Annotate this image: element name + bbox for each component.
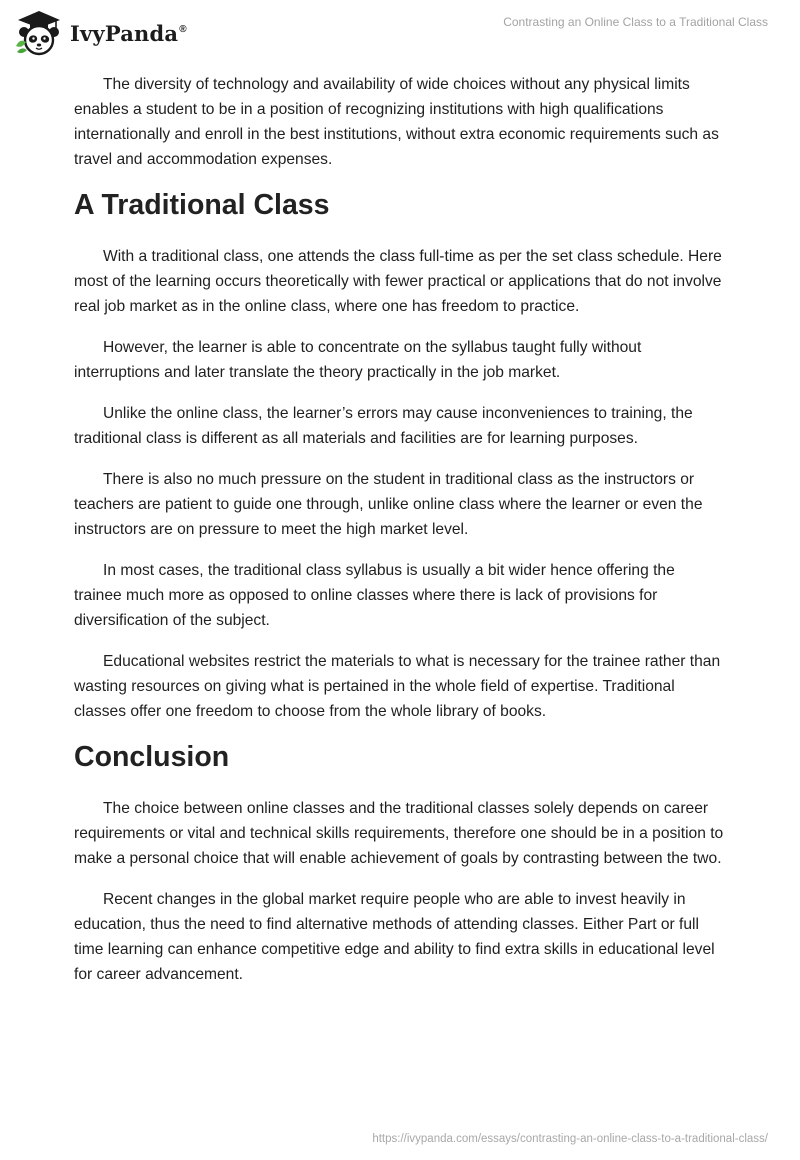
paragraph: However, the learner is able to concentrate on the syllabus taught fully without interruptions and later translate the theory practically in the job market. <box>74 339 642 381</box>
paragraph: There is also no much pressure on the student in traditional class as the instructors or teachers are patient to guide one through, unlike online class where the learner or even the instructors are on pressure to meet the high market level. <box>74 471 703 538</box>
paragraph: Recent changes in the global market require people who are able to invest heavily in education, thus the need to find alternative methods of attending classes. Either Part or full time learning can enhance competitive edge and ability to find extra skills in educational level for career advancement. <box>74 891 715 983</box>
paragraph: Educational websites restrict the materials to what is necessary for the trainee rather than wasting resources on giving what is pertained in the whole field of expertise. Traditional classes offer one freedom to choose from the whole library of books. <box>74 653 721 720</box>
paragraph: Unlike the online class, the learner’s errors may cause inconveniences to training, the traditional class is different as all materials and facilities are for learning purposes. <box>74 405 693 447</box>
page-header <box>0 0 800 62</box>
paragraph: In most cases, the traditional class syllabus is usually a bit wider hence offering the trainee much more as opposed to online classes where there is lack of provisions for diversification of the subject. <box>74 562 675 629</box>
paragraph: The choice between online classes and the traditional classes solely depends on career requirements or vital and technical skills requirements, therefore one should be in a position to make a personal choice that will enable achievement of goals by contrasting between the two. <box>74 800 724 867</box>
ivypanda-logo[interactable] <box>14 8 187 56</box>
brand-name: IvyPanda® <box>70 20 187 46</box>
document-title: Contrasting an Online Class to a Traditional Class <box>503 15 768 29</box>
essay-body <box>74 72 724 1003</box>
section-heading-traditional-class: A Traditional Class <box>74 189 330 221</box>
paragraph: With a traditional class, one attends the class full-time as per the set class schedule. Here most of the learning occurs theoretically with fewer practical or applications that do not involve real job market as in the online class, where one has freedom to practice. <box>74 248 722 315</box>
panda-graduate-icon <box>14 8 64 56</box>
intro-paragraph: The diversity of technology and availability of wide choices without any physical limits enables a student to be in a position of recognizing institutions with high qualifications internationally and enroll in the best institutions, without extra economic requirements such as travel and accommodation expenses. <box>74 76 719 168</box>
registered-mark: ® <box>179 23 187 35</box>
source-url[interactable]: https://ivypanda.com/essays/contrasting-an-online-class-to-a-traditional-class/ <box>372 1133 768 1145</box>
section-heading-conclusion: Conclusion <box>74 741 230 773</box>
